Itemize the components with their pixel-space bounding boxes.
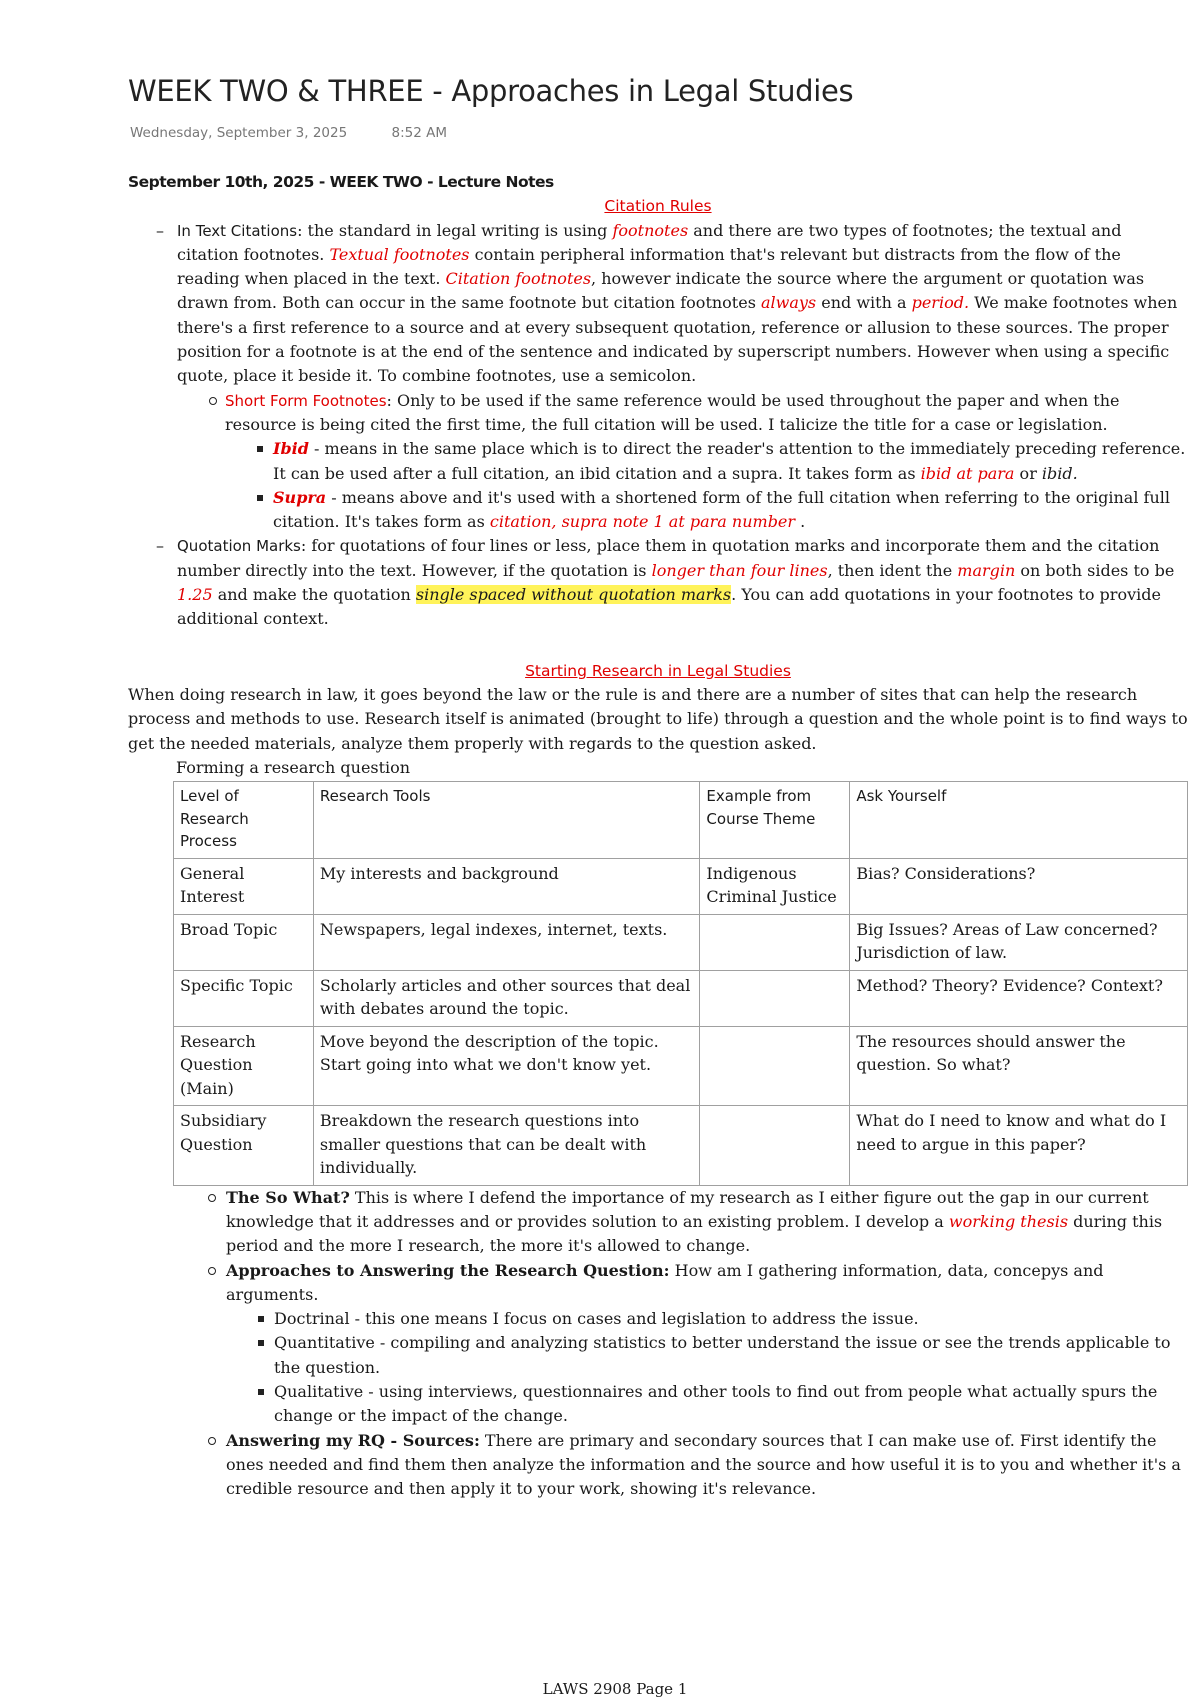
quotation-text: and make the quotation (212, 585, 416, 605)
table-header-cell: Example from Course Theme (700, 782, 850, 859)
supra-label: Supra (273, 487, 327, 507)
table-header-cell: Ask Yourself (850, 782, 1188, 859)
list-item: Doctrinal - this one means I focus on cases and legislation to address the issue. (226, 1307, 1188, 1331)
term-longer: longer than four lines (651, 560, 828, 580)
short-form-sublist (225, 437, 1188, 534)
term-size: 1.25 (177, 585, 213, 605)
supra-text: - means above and it's used with a shortened form of the full citation when referring to the original full citation. It's takes form as (273, 487, 1170, 532)
in-text-label: In Text Citations (177, 221, 298, 240)
quotation-text: on both sides to be (1015, 560, 1175, 580)
quotation-text: : for quotations of four lines or less, place them in quotation marks and incorporate them and the citation number directly into the text. However, if the quotation is (177, 536, 1160, 580)
table-cell: Indigenous Criminal Justice (700, 858, 850, 914)
quotation-label: Quotation Marks (177, 537, 301, 556)
page-time: 8:52 AM (391, 125, 447, 141)
table-header-cell: Level of Research Process (174, 782, 314, 859)
table-cell (700, 1026, 850, 1106)
footer-text: LAWS 2908 Page 1 (542, 1680, 688, 1698)
page-title: WEEK TWO & THREE - Approaches in Legal Studies (128, 74, 854, 108)
short-form-label: Short Form Footnotes (225, 391, 387, 410)
so-what-label: The So What? (226, 1187, 350, 1207)
table-header-cell: Research Tools (313, 782, 700, 859)
list-item-ibid (225, 437, 1188, 486)
approaches-sublist (226, 1307, 1188, 1428)
sources-label: Answering my RQ - Sources: (226, 1430, 480, 1450)
ibid-text: or (1014, 463, 1042, 483)
in-text-text: , however indicate the source where the argument or quotation was drawn from. Both can occur in the same footnote but citation footnotes (177, 269, 1145, 313)
list-item: Qualitative - using interviews, questionnaires and other tools to find out from people what actually spurs the change or the impact of the change. (226, 1380, 1188, 1429)
footnote-sublist (177, 389, 1188, 535)
supra-form: citation, supra note 1 at para number (489, 512, 796, 532)
supra-text: . (795, 512, 806, 532)
table-cell: Bias? Considerations? (850, 858, 1188, 914)
research-section-title: Starting Research in Legal Studies (525, 661, 791, 680)
term-citation-footnotes: Citation footnotes (445, 269, 592, 289)
in-text-text: We make footnotes when there's a first reference to a source and at every subsequent quotation, reference or allusion to these sources. The proper position for a footnote is at the end of the sentence and indicated by superscript numbers. However when using a specific quote, place it beside it. To combine footnotes, use a semicolon. (177, 293, 1178, 386)
table-cell: Breakdown the research questions into smaller questions that can be dealt with individually. (313, 1106, 700, 1186)
list-item-in-text-citations (128, 219, 1188, 535)
quotation-text: . You can add quotations in your footnotes to provide additional context. (177, 585, 1161, 629)
table-cell: Specific Topic (174, 970, 314, 1026)
research-intro: When doing research in law, it goes beyond the law or the rule is and there are a number of sites that can help the research process and methods to use. Research itself is animated (brought to life) through a question and the whole point is to find ways to get the needed materials, analyze them properly with regards to the question asked. (128, 684, 1188, 753)
term-margin: margin (957, 560, 1016, 580)
spacer (128, 632, 1188, 659)
research-table (173, 781, 1188, 1186)
ibid-form2: ibid. (1041, 463, 1078, 483)
term-working-thesis: working thesis (948, 1211, 1069, 1231)
table-cell: Scholarly articles and other sources that deal with debates around the topic. (313, 970, 700, 1026)
table-cell (700, 970, 850, 1026)
table-cell: Subsidiary Question (174, 1106, 314, 1186)
term-period: period. (911, 293, 970, 313)
table-cell: Research Question (Main) (174, 1026, 314, 1106)
so-what-text: This is where I defend the importance of my research as I either figure out the gap in our current knowledge that it addresses and or provides solution to an existing problem. I develop a (226, 1187, 1149, 1231)
list-item-quotation-marks (128, 534, 1188, 631)
table-row (174, 914, 1188, 970)
table-row (174, 970, 1188, 1026)
ibid-text: - means in the same place which is to direct the reader's attention to the immediately preceding reference. It can be used after a full citation, an ibid citation and a supra. It takes form as (273, 439, 1186, 483)
short-form-text: : Only to be used if the same reference would be used throughout the paper and when the resource is being cited the first time, the full citation will be used. I talicize the title for a case or legislation. (225, 390, 1120, 434)
sources-text: There are primary and secondary sources that I can make use of. First identify the ones needed and find them then analyze the information and the source and how useful it is to you and whether it's a credible resource and then apply it to your work, showing it's relevance. (226, 1430, 1181, 1499)
list-item: Quantitative - compiling and analyzing statistics to better understand the issue or see the trends applicable to the question. (226, 1331, 1188, 1380)
table-cell (700, 914, 850, 970)
table-cell: Move beyond the description of the topic. Start going into what we don't know yet. (313, 1026, 700, 1106)
table-cell (700, 1106, 850, 1186)
table-cell: Big Issues? Areas of Law concerned? Jurisdiction of law. (850, 914, 1188, 970)
in-text-text: and there are two types of footnotes; the textual and citation footnotes. (177, 220, 1122, 264)
page-footer (0, 1680, 1200, 1698)
lecture-heading: September 10th, 2025 - WEEK TWO - Lecture Notes (128, 173, 554, 191)
table-row (174, 858, 1188, 914)
list-item-approaches (128, 1259, 1188, 1429)
table-cell: Newspapers, legal indexes, internet, texts. (313, 914, 700, 970)
table-cell: What do I need to know and what do I need to argue in this paper? (850, 1106, 1188, 1186)
table-cell: Broad Topic (174, 914, 314, 970)
list-item-supra (225, 486, 1188, 535)
approaches-label: Approaches to Answering the Research Question: (226, 1260, 670, 1280)
list-item-short-form (177, 389, 1188, 535)
term-textual-footnotes: Textual footnotes (329, 244, 470, 264)
research-notes-list (128, 1186, 1188, 1502)
citation-rules-title: Citation Rules (604, 197, 712, 216)
ibid-label: Ibid (273, 439, 309, 459)
list-item-so-what (128, 1186, 1188, 1259)
quotation-text: , then ident the (827, 560, 958, 580)
table-caption: Forming a research question (176, 757, 411, 777)
table-header-row (174, 782, 1188, 859)
term-footnotes: footnotes (612, 220, 689, 240)
page-content (128, 170, 1188, 1501)
citation-rules-list (128, 219, 1188, 632)
table-cell: The resources should answer the question. So what? (850, 1026, 1188, 1106)
in-text-text: : the standard in legal writing is using (297, 220, 613, 240)
page-date: Wednesday, September 3, 2025 (130, 125, 348, 141)
table-row (174, 1106, 1188, 1186)
list-item-sources (128, 1429, 1188, 1502)
so-what-text: during this period and the more I research, the more it's allowed to change. (226, 1211, 1163, 1256)
ibid-form: ibid at para (920, 463, 1015, 483)
table-cell: General Interest (174, 858, 314, 914)
in-text-text: contain peripheral information that's relevant but distracts from the flow of the reading when placed in the text. (177, 244, 1121, 289)
in-text-text: end with a (816, 293, 912, 313)
table-row (174, 1026, 1188, 1106)
highlighted-text: single spaced without quotation marks (415, 585, 732, 605)
table-cell: My interests and background (313, 858, 700, 914)
term-always: always (761, 293, 817, 313)
table-cell: Method? Theory? Evidence? Context? (850, 970, 1188, 1026)
page-meta (130, 125, 447, 141)
approaches-text: How am I gathering information, data, concepys and arguments. (226, 1260, 1104, 1304)
